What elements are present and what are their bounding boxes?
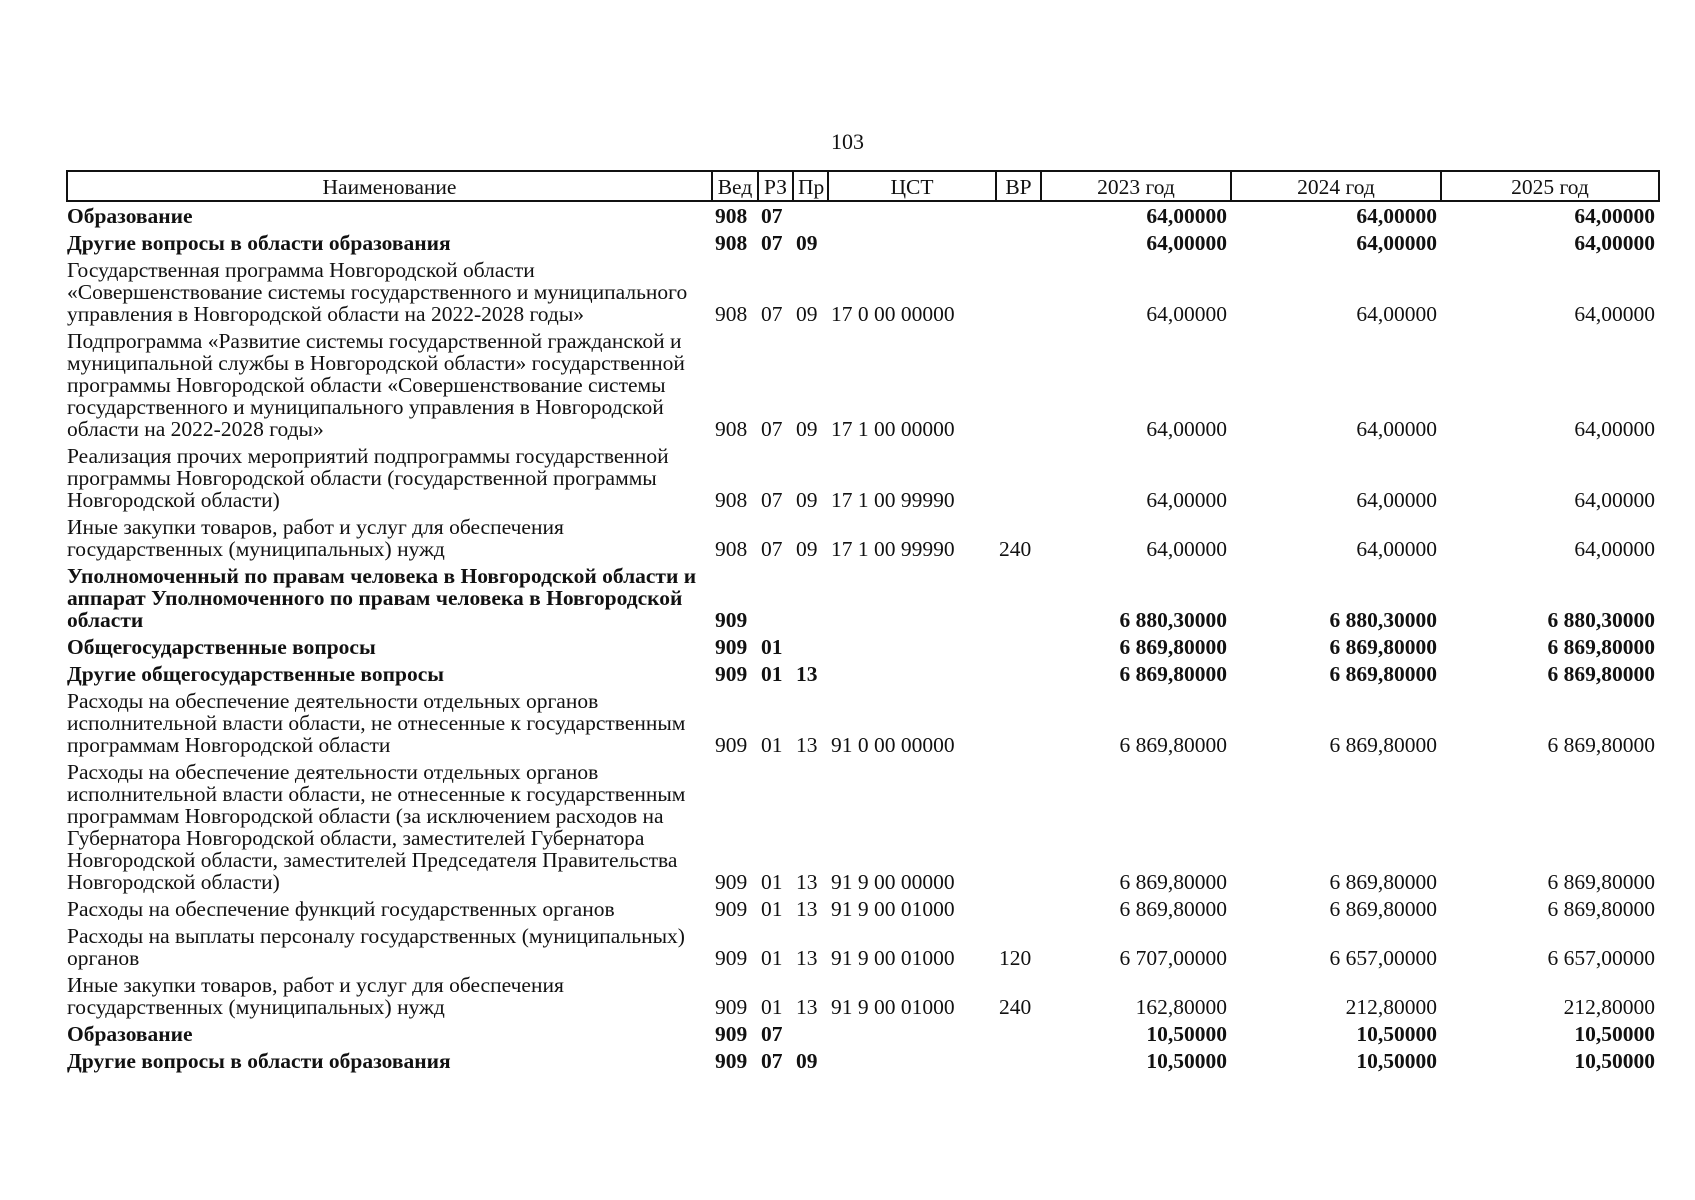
cell-2025: 6 657,00000 xyxy=(1547,946,1655,970)
table-row xyxy=(67,513,1659,562)
cell-cst: 17 1 00 99990 xyxy=(831,537,955,561)
cell-2025: 64,00000 xyxy=(1574,204,1655,228)
cell-vr: 240 xyxy=(999,995,1032,1019)
cell-vr xyxy=(996,562,1041,633)
header-ved: Вед xyxy=(712,171,758,201)
table-row xyxy=(67,201,1659,229)
cell-name: Реализация прочих мероприятий подпрограммы государственной программы Новгородской области (государственной программы Новгородской области) xyxy=(67,444,669,512)
cell-vr: 120 xyxy=(999,946,1032,970)
cell-rz: 01 xyxy=(761,733,783,757)
table-row xyxy=(67,687,1659,758)
cell-pr: 13 xyxy=(796,995,818,1019)
table-row xyxy=(67,633,1659,660)
table-row xyxy=(67,256,1659,327)
cell-rz: 07 xyxy=(761,231,783,255)
header-year-2025: 2025 год xyxy=(1441,171,1659,201)
cell-name: Государственная программа Новгородской области «Совершенствование системы государственного и муниципального управления в Новгородской области на 2022-2028 годы» xyxy=(67,258,688,326)
cell-2024: 64,00000 xyxy=(1356,417,1437,441)
cell-rz: 07 xyxy=(761,488,783,512)
cell-ved: 909 xyxy=(715,946,748,970)
table-body xyxy=(67,201,1659,1074)
cell-pr xyxy=(793,562,828,633)
cell-cst xyxy=(828,1047,996,1074)
table-row xyxy=(67,922,1659,971)
cell-name: Другие вопросы в области образования xyxy=(67,231,451,255)
cell-pr: 13 xyxy=(796,897,818,921)
cell-ved: 909 xyxy=(715,897,748,921)
cell-2025: 64,00000 xyxy=(1574,231,1655,255)
cell-name: Образование xyxy=(67,1022,193,1046)
cell-pr xyxy=(793,1020,828,1047)
cell-2024: 6 657,00000 xyxy=(1329,946,1437,970)
cell-name: Другие вопросы в области образования xyxy=(67,1049,451,1073)
cell-cst xyxy=(828,201,996,229)
cell-2024: 6 869,80000 xyxy=(1329,897,1437,921)
cell-2025: 10,50000 xyxy=(1574,1049,1655,1073)
cell-vr xyxy=(996,895,1041,922)
cell-2024: 6 869,80000 xyxy=(1329,733,1437,757)
cell-2025: 6 869,80000 xyxy=(1547,897,1655,921)
cell-cst xyxy=(828,633,996,660)
cell-pr: 13 xyxy=(796,870,818,894)
cell-ved: 908 xyxy=(715,537,748,561)
cell-pr: 13 xyxy=(796,946,818,970)
cell-2023: 64,00000 xyxy=(1146,231,1227,255)
cell-name: Подпрограмма «Развитие системы государственной гражданской и муниципальной службы в Новгородской области» государственной программы Новгородской области «Совершенствование системы государственного и муниципального управления в Новгородской области на 2022-2028 годы» xyxy=(67,329,685,441)
cell-vr: 240 xyxy=(999,537,1032,561)
cell-ved: 909 xyxy=(715,662,748,686)
cell-rz: 01 xyxy=(761,870,783,894)
cell-pr: 09 xyxy=(796,302,818,326)
table-row xyxy=(67,1020,1659,1047)
header-name: Наименование xyxy=(67,171,712,201)
cell-vr xyxy=(996,201,1041,229)
cell-cst: 17 0 00 00000 xyxy=(831,302,955,326)
cell-2023: 6 869,80000 xyxy=(1119,897,1227,921)
table-row xyxy=(67,971,1659,1020)
cell-2024: 10,50000 xyxy=(1356,1022,1437,1046)
cell-rz: 07 xyxy=(761,417,783,441)
cell-ved: 908 xyxy=(715,204,748,228)
cell-rz: 07 xyxy=(761,1022,783,1046)
cell-rz: 07 xyxy=(761,1049,783,1073)
cell-2023: 162,80000 xyxy=(1135,995,1227,1019)
table-row xyxy=(67,1047,1659,1074)
cell-ved: 908 xyxy=(715,302,748,326)
cell-cst: 91 9 00 01000 xyxy=(831,897,955,921)
page-number: 103 xyxy=(831,129,864,154)
cell-2023: 6 869,80000 xyxy=(1119,870,1227,894)
cell-2024: 64,00000 xyxy=(1356,231,1437,255)
cell-2023: 64,00000 xyxy=(1146,537,1227,561)
cell-rz: 07 xyxy=(761,204,783,228)
cell-vr xyxy=(996,327,1041,442)
cell-pr: 13 xyxy=(796,662,818,686)
table-row xyxy=(67,660,1659,687)
cell-2025: 6 869,80000 xyxy=(1547,870,1655,894)
cell-cst: 17 1 00 99990 xyxy=(831,488,955,512)
table-header-row xyxy=(67,171,1659,201)
cell-name: Расходы на обеспечение деятельности отдельных органов исполнительной власти области, не отнесенные к государственным программам Новгородской области xyxy=(67,689,686,757)
cell-ved: 909 xyxy=(715,1022,748,1046)
cell-pr xyxy=(793,201,828,229)
cell-name: Расходы на обеспечение деятельности отдельных органов исполнительной власти области, не отнесенные к государственным программам Новгородской области (за исключением расходов на Губернатора Новгородской области, заместителей Губернатора Новгородской области, заместителей Председателя Правительства Новгородской области) xyxy=(67,760,686,894)
cell-2023: 64,00000 xyxy=(1146,488,1227,512)
cell-2023: 6 880,30000 xyxy=(1119,608,1227,632)
cell-2023: 10,50000 xyxy=(1146,1022,1227,1046)
cell-vr xyxy=(996,633,1041,660)
cell-2025: 6 869,80000 xyxy=(1547,733,1655,757)
header-pr: Пр xyxy=(793,171,828,201)
cell-2025: 212,80000 xyxy=(1563,995,1655,1019)
cell-cst xyxy=(828,562,996,633)
cell-2023: 64,00000 xyxy=(1146,417,1227,441)
cell-ved: 909 xyxy=(715,733,748,757)
cell-2023: 10,50000 xyxy=(1146,1049,1227,1073)
cell-ved: 908 xyxy=(715,231,748,255)
cell-2024: 10,50000 xyxy=(1356,1049,1437,1073)
cell-2023: 6 869,80000 xyxy=(1119,733,1227,757)
header-vr: ВР xyxy=(996,171,1041,201)
cell-rz: 01 xyxy=(761,995,783,1019)
table-row xyxy=(67,758,1659,895)
cell-cst: 17 1 00 00000 xyxy=(831,417,955,441)
cell-vr xyxy=(996,442,1041,513)
cell-ved: 909 xyxy=(715,1049,748,1073)
cell-vr xyxy=(996,687,1041,758)
cell-2025: 6 869,80000 xyxy=(1547,635,1655,659)
cell-vr xyxy=(996,660,1041,687)
cell-rz: 07 xyxy=(761,537,783,561)
cell-2025: 6 880,30000 xyxy=(1547,608,1655,632)
header-year-2023: 2023 год xyxy=(1041,171,1231,201)
cell-vr xyxy=(996,1020,1041,1047)
cell-2024: 64,00000 xyxy=(1356,537,1437,561)
cell-2024: 6 869,80000 xyxy=(1329,635,1437,659)
cell-cst: 91 0 00 00000 xyxy=(831,733,955,757)
cell-ved: 909 xyxy=(715,995,748,1019)
table-row xyxy=(67,895,1659,922)
cell-2024: 6 869,80000 xyxy=(1329,870,1437,894)
cell-2025: 64,00000 xyxy=(1574,417,1655,441)
cell-2023: 64,00000 xyxy=(1146,302,1227,326)
cell-rz: 01 xyxy=(761,635,783,659)
cell-name: Общегосударственные вопросы xyxy=(67,635,376,659)
cell-pr: 09 xyxy=(796,231,818,255)
cell-ved: 908 xyxy=(715,417,748,441)
header-year-2024: 2024 год xyxy=(1231,171,1441,201)
cell-cst xyxy=(828,229,996,256)
cell-2023: 6 869,80000 xyxy=(1119,635,1227,659)
cell-pr: 13 xyxy=(796,733,818,757)
cell-vr xyxy=(996,1047,1041,1074)
cell-vr xyxy=(996,256,1041,327)
cell-ved: 909 xyxy=(715,870,748,894)
cell-2025: 64,00000 xyxy=(1574,537,1655,561)
table-row xyxy=(67,442,1659,513)
cell-cst: 91 9 00 01000 xyxy=(831,995,955,1019)
cell-2025: 64,00000 xyxy=(1574,488,1655,512)
cell-cst: 91 9 00 01000 xyxy=(831,946,955,970)
header-rz: РЗ xyxy=(758,171,793,201)
cell-2024: 64,00000 xyxy=(1356,204,1437,228)
cell-rz xyxy=(758,562,793,633)
cell-name: Уполномоченный по правам человека в Новгородской области и аппарат Уполномоченного по правам человека в Новгородской области xyxy=(67,564,697,632)
cell-name: Расходы на выплаты персоналу государственных (муниципальных) органов xyxy=(67,924,685,970)
table-row xyxy=(67,229,1659,256)
cell-2025: 64,00000 xyxy=(1574,302,1655,326)
table-row xyxy=(67,327,1659,442)
cell-pr xyxy=(793,633,828,660)
cell-2023: 64,00000 xyxy=(1146,204,1227,228)
cell-vr xyxy=(996,229,1041,256)
cell-ved: 909 xyxy=(715,635,748,659)
header-cst: ЦСТ xyxy=(828,171,996,201)
cell-2024: 64,00000 xyxy=(1356,302,1437,326)
cell-vr xyxy=(996,758,1041,895)
cell-name: Другие общегосударственные вопросы xyxy=(67,662,445,686)
table-row xyxy=(67,562,1659,633)
cell-pr: 09 xyxy=(796,488,818,512)
cell-2025: 6 869,80000 xyxy=(1547,662,1655,686)
budget-table xyxy=(66,170,1660,1074)
cell-rz: 01 xyxy=(761,897,783,921)
cell-ved: 908 xyxy=(715,488,748,512)
cell-cst xyxy=(828,660,996,687)
cell-pr: 09 xyxy=(796,1049,818,1073)
cell-2023: 6 707,00000 xyxy=(1119,946,1227,970)
cell-pr: 09 xyxy=(796,537,818,561)
cell-2024: 6 880,30000 xyxy=(1329,608,1437,632)
cell-pr: 09 xyxy=(796,417,818,441)
cell-2023: 6 869,80000 xyxy=(1119,662,1227,686)
cell-rz: 01 xyxy=(761,946,783,970)
cell-name: Образование xyxy=(67,204,193,228)
cell-2024: 212,80000 xyxy=(1345,995,1437,1019)
cell-2024: 6 869,80000 xyxy=(1329,662,1437,686)
cell-rz: 01 xyxy=(761,662,783,686)
cell-cst xyxy=(828,1020,996,1047)
cell-name: Иные закупки товаров, работ и услуг для обеспечения государственных (муниципальных) нужд xyxy=(67,515,564,561)
cell-cst: 91 9 00 00000 xyxy=(831,870,955,894)
cell-rz: 07 xyxy=(761,302,783,326)
cell-name: Иные закупки товаров, работ и услуг для обеспечения государственных (муниципальных) нужд xyxy=(67,973,564,1019)
cell-name: Расходы на обеспечение функций государственных органов xyxy=(67,897,615,921)
cell-2025: 10,50000 xyxy=(1574,1022,1655,1046)
cell-ved: 909 xyxy=(715,608,748,632)
cell-2024: 64,00000 xyxy=(1356,488,1437,512)
